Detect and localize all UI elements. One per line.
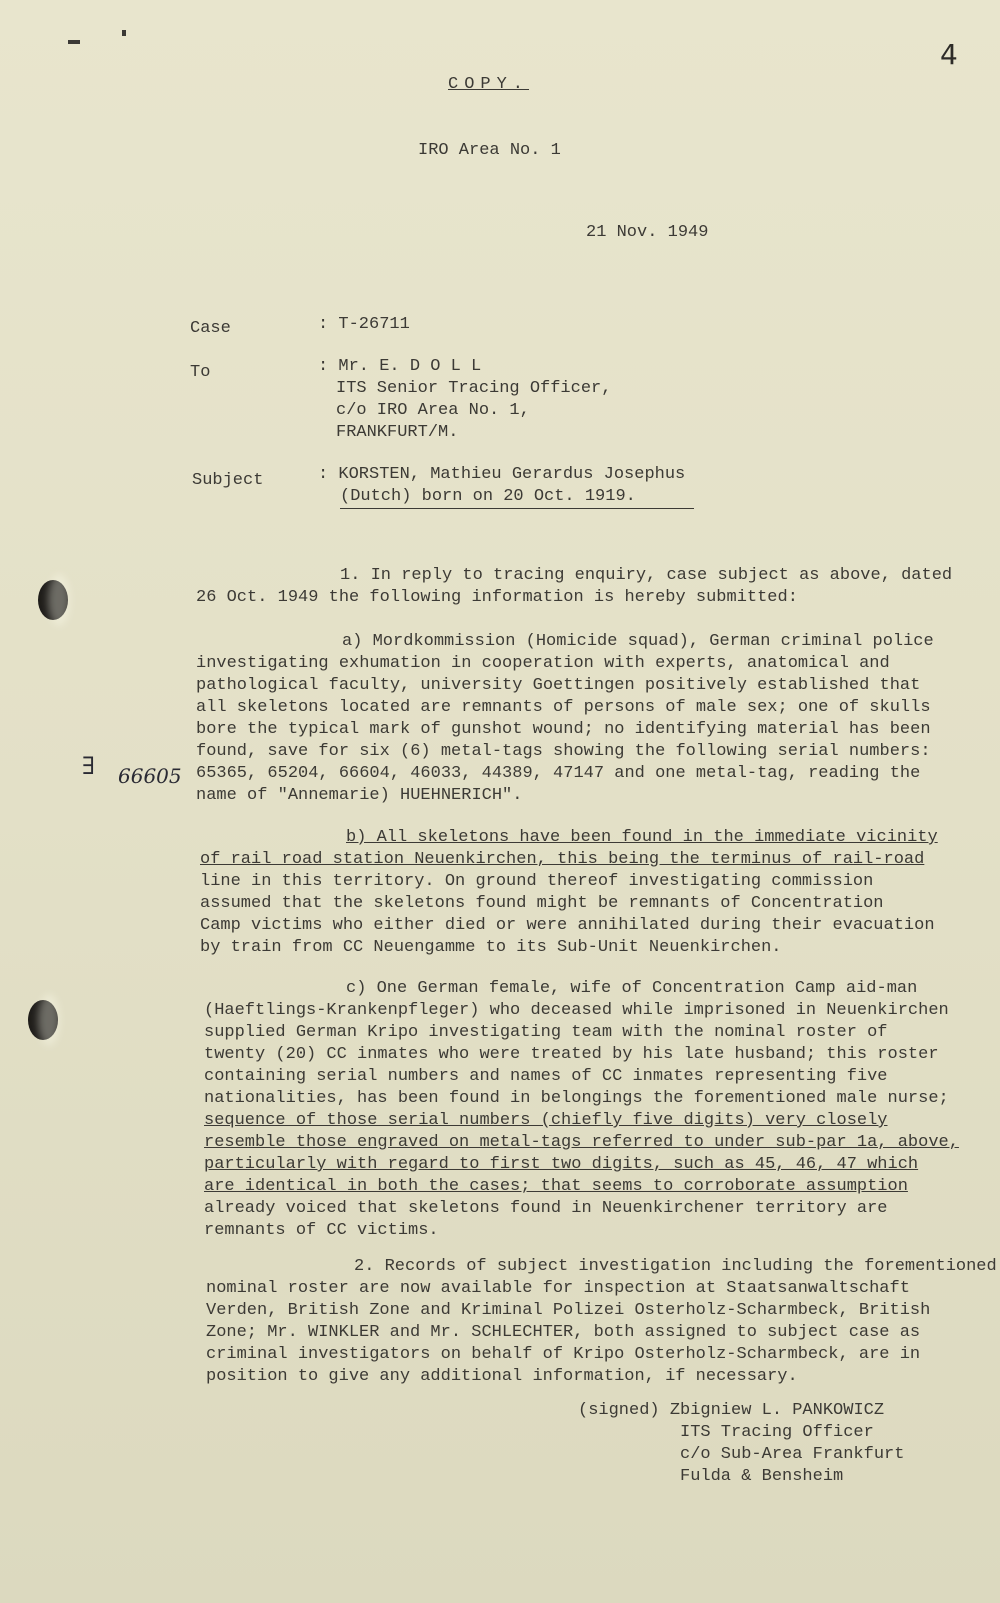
- signature-line: Fulda & Bensheim: [680, 1467, 844, 1486]
- handwritten-margin-number: 66605: [118, 764, 182, 788]
- ink-speck: [68, 40, 80, 44]
- letter-date: 21 Nov. 1949: [586, 223, 709, 242]
- text-line: by train from CC Neuengamme to its Sub-Unit Neuenkirchen.: [200, 938, 782, 957]
- text-line: a) Mordkommission (Homicide squad), German criminal police: [342, 632, 934, 651]
- to-label: To: [190, 363, 211, 382]
- text-line: already voiced that skeletons found in Neuenkirchener territory are: [204, 1199, 888, 1218]
- text-line: investigating exhumation in cooperation with experts, anatomical and: [196, 654, 890, 673]
- text-line: resemble those engraved on metal-tags referred to under sub-par 1a, above,: [204, 1133, 959, 1152]
- text-line: supplied German Kripo investigating team with the nominal roster of: [204, 1023, 888, 1042]
- subject-label: Subject: [192, 471, 264, 490]
- case-label: Case: [190, 319, 231, 338]
- text-line: c) One German female, wife of Concentration Camp aid-man: [346, 979, 918, 998]
- text-line: 1. In reply to tracing enquiry, case subject as above, dated: [340, 566, 953, 585]
- ink-speck: [122, 30, 126, 36]
- to-line: : Mr. E. D O L L: [318, 357, 482, 376]
- text-line: Camp victims who either died or were annihilated during their evacuation: [200, 916, 935, 935]
- text-line: criminal investigators on behalf of Kripo Osterholz-Scharmbeck, are in: [206, 1345, 921, 1364]
- text-line: assumed that the skeletons found might be remnants of Concentration: [200, 894, 884, 913]
- signature-line: (signed) Zbigniew L. PANKOWICZ: [578, 1401, 885, 1420]
- text-line: pathological faculty, university Goettingen positively established that: [196, 676, 921, 695]
- text-line: position to give any additional information, if necessary.: [206, 1367, 798, 1386]
- text-line: of rail road station Neuenkirchen, this being the terminus of rail-road: [200, 850, 925, 869]
- signature-line: ITS Tracing Officer: [680, 1423, 874, 1442]
- signature-line: c/o Sub-Area Frankfurt: [680, 1445, 905, 1464]
- text-line: particularly with regard to first two digits, such as 45, 46, 47 which: [204, 1155, 919, 1174]
- text-line: b) All skeletons have been found in the immediate vicinity: [346, 828, 938, 847]
- text-line: twenty (20) CC inmates who were treated by his late husband; this roster: [204, 1045, 939, 1064]
- to-line: ITS Senior Tracing Officer,: [336, 379, 612, 398]
- text-line: 26 Oct. 1949 the following information is hereby submitted:: [196, 588, 798, 607]
- text-line: name of "Annemarie) HUEHNERICH".: [196, 786, 523, 805]
- text-line: bore the typical mark of gunshot wound; no identifying material has been: [196, 720, 931, 739]
- to-line: c/o IRO Area No. 1,: [336, 401, 530, 420]
- text-line: remnants of CC victims.: [204, 1221, 439, 1240]
- punch-hole-bottom: [28, 1000, 58, 1040]
- subject-line: (Dutch) born on 20 Oct. 1919.: [340, 486, 694, 509]
- text-line: Verden, British Zone and Kriminal Polizei Osterholz-Scharmbeck, British: [206, 1301, 931, 1320]
- case-value: : T-26711: [318, 315, 410, 334]
- text-line: 65365, 65204, 66604, 46033, 44389, 47147 and one metal-tag, reading the: [196, 764, 921, 783]
- handwritten-bracket-mark: ∃: [82, 752, 96, 780]
- text-line: nationalities, has been found in belongings the forementioned male nurse;: [204, 1089, 949, 1108]
- text-line: nominal roster are now available for inspection at Staatsanwaltschaft: [206, 1279, 910, 1298]
- to-line: FRANKFURT/M.: [336, 423, 459, 442]
- text-line: are identical in both the cases; that seems to corroborate assumption: [204, 1177, 908, 1196]
- text-line: 2. Records of subject investigation including the forementioned: [354, 1257, 997, 1276]
- text-line: line in this territory. On ground thereof investigating commission: [200, 872, 874, 891]
- punch-hole-top: [38, 580, 68, 620]
- page-number: 4: [940, 38, 958, 71]
- text-line: Zone; Mr. WINKLER and Mr. SCHLECHTER, both assigned to subject case as: [206, 1323, 921, 1342]
- text-line: containing serial numbers and names of CC inmates representing five: [204, 1067, 888, 1086]
- area-heading: IRO Area No. 1: [418, 141, 561, 160]
- copy-heading: COPY.: [448, 75, 530, 94]
- text-line: found, save for six (6) metal-tags showing the following serial numbers:: [196, 742, 931, 761]
- text-line: all skeletons located are remnants of persons of male sex; one of skulls: [196, 698, 931, 717]
- subject-line: : KORSTEN, Mathieu Gerardus Josephus: [318, 465, 686, 484]
- text-line: (Haeftlings-Krankenpfleger) who deceased while imprisoned in Neuenkirchen: [204, 1001, 949, 1020]
- text-line: sequence of those serial numbers (chiefly five digits) very closely: [204, 1111, 888, 1130]
